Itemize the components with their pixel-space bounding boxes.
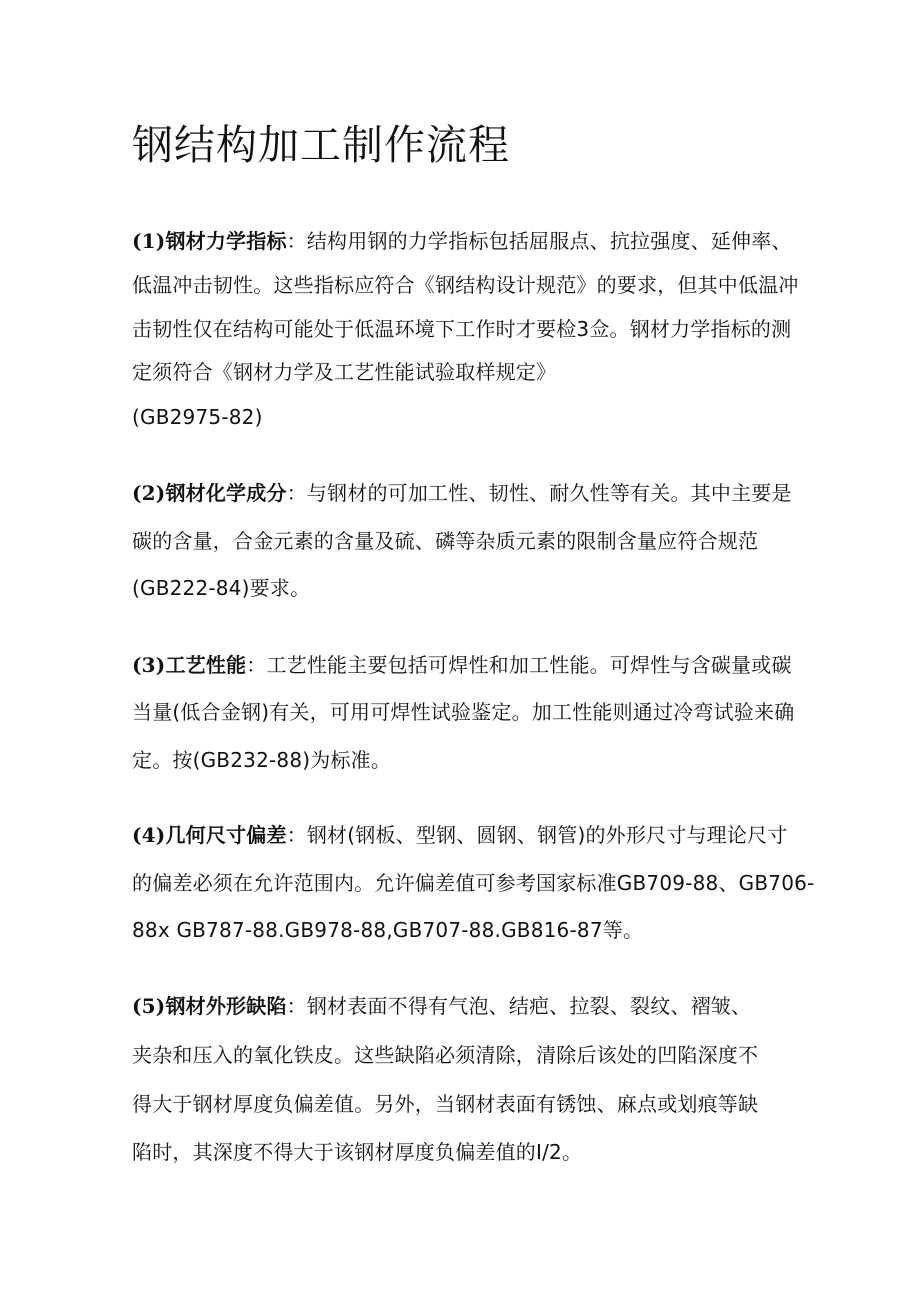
section-line: (GB2975-82)	[132, 405, 263, 429]
section-heading: (4)几何尺寸偏差	[132, 823, 287, 847]
page-title: 钢结构加工制作流程	[132, 121, 510, 169]
section-text: ：钢材表面不得有气泡、结疤、拉裂、裂纹、褶皱、	[286, 994, 752, 1018]
section-text: ：结构用钢的力学指标包括屈服点、抗拉强度、延伸率、	[286, 229, 792, 253]
section-heading: (5)钢材外形缺陷	[132, 994, 287, 1018]
section-line: 低温冲击韧性。这些指标应符合《钢结构设计规范》的要求，但其中低温冲	[132, 273, 799, 297]
section-line	[132, 993, 751, 1019]
section-text: ：钢材(钢板、型钢、圆钢、钢管)的外形尺寸与理论尺寸	[286, 823, 788, 847]
section-line	[132, 652, 792, 678]
section-line	[132, 480, 792, 506]
section-line	[132, 822, 787, 848]
section-text: ：工艺性能主要包括可焊性和加工性能。可焊性与含碳量或碳	[246, 653, 792, 677]
section-line: 碳的含量，合金元素的含量及硫、磷等杂质元素的限制含量应符合规范	[132, 529, 759, 553]
section-line: 88x GB787-88.GB978-88,GB707-88.GB816-87等。	[132, 918, 644, 942]
section-line: 当量(低合金钢)有关，可用可焊性试验鉴定。加工性能则通过冷弯试验来确	[132, 700, 795, 724]
section-line: 击韧性仅在结构可能处于低温环境下工作时才要检3佥。钢材力学指标的测	[132, 317, 792, 341]
section-line: 陷时，其深度不得大于该钢材厚度负偏差值的I/2。	[132, 1140, 583, 1164]
section-line: 的偏差必须在允许范围内。允许偏差值可参考国家标准GB709-88、GB706-	[132, 871, 815, 895]
section-heading: (2)钢材化学成分	[132, 481, 287, 505]
section-line: 定须符合《钢材力学及工艺性能试验取样规定》	[132, 360, 557, 384]
section-line: (GB222-84)要求。	[132, 576, 311, 600]
section-line: 定。按(GB232-88)为标准。	[132, 748, 392, 772]
section-heading: (1)钢材力学指标	[132, 229, 287, 253]
section-line	[132, 228, 792, 254]
section-text: ：与钢材的可加工性、韧性、耐久性等有关。其中主要是	[286, 481, 792, 505]
section-heading: (3)工艺性能	[132, 653, 247, 677]
section-line: 夹杂和压入的氧化铁皮。这些缺陷必须清除，清除后该处的凹陷深度不	[132, 1043, 759, 1067]
section-line: 得大于钢材厚度负偏差值。另外，当钢材表面有锈蚀、麻点或划痕等缺	[132, 1092, 759, 1116]
